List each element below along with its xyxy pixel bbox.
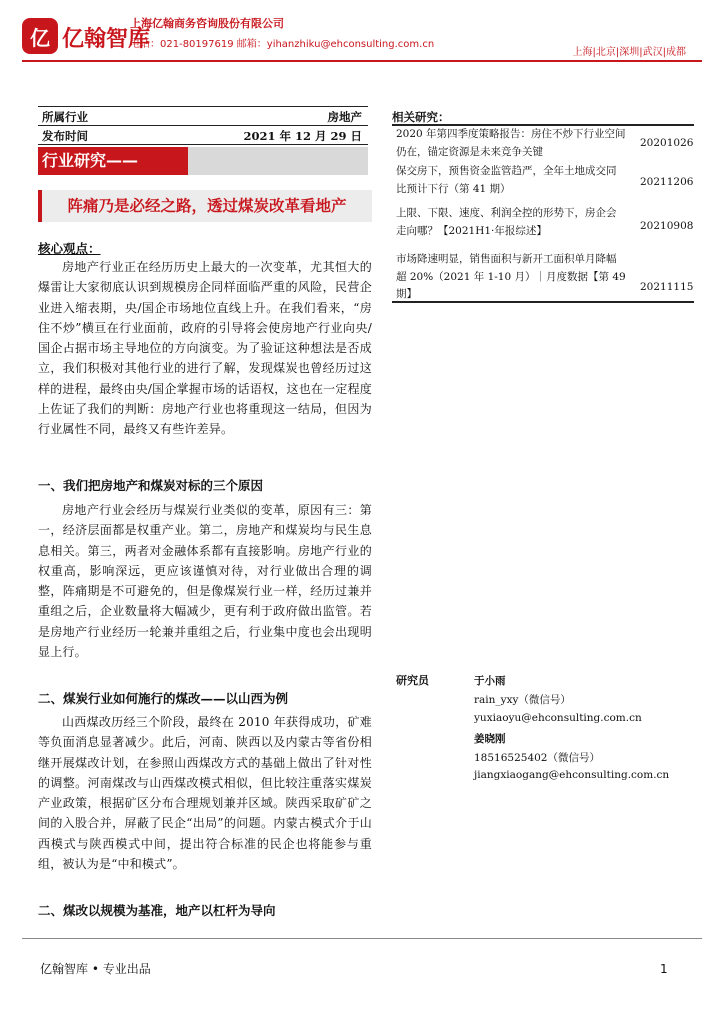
analyst-1-name: 于小雨: [474, 675, 506, 687]
logo-wordmark: 亿翰智库: [62, 27, 151, 52]
analyst-2-email[interactable]: jiangxiaogang@ehconsulting.com.cn: [474, 769, 670, 781]
header-divider: [22, 60, 702, 62]
analyst-1-email[interactable]: yuxiaoyu@ehconsulting.com.cn: [474, 712, 642, 724]
related-item-4-date: 20211115: [640, 281, 694, 293]
section-label-bar: [188, 147, 368, 175]
related-item-2-date: 20211206: [640, 176, 694, 188]
analyst-1-wechat: rain_yxy（微信号）: [474, 694, 571, 706]
industry-value: 房地产: [327, 110, 362, 124]
footer-brand: 亿翰智库 • 专业出品: [40, 962, 151, 976]
paragraph-3-text: 山西煤改历经三个阶段，最终在 2010 年获得成功，矿难等负面消息显著减少。此后，河南、陕西以及内蒙古等省份相继开展煤改计划，在参照山西煤改方式的基础上做出了针对性的调整。河南煤改与山西煤改模式相似，但比较注重落实煤炭产业政策，根据矿区分布合理规划兼并区域。陕西采取矿矿之间的入股合并，屏蔽了民企“出局”的问题。内蒙古模式介于山西模式与陕西模式中间，提出符合标准的民企也将能参与重组，被认为是“中和模式”。: [38, 715, 372, 872]
section-heading-1: 一、我们把房地产和煤炭对标的三个原因: [38, 478, 264, 493]
paragraph-2: [38, 500, 372, 662]
section-heading-3: 二、煤改以规模为基准，地产以杠杆为导向: [38, 903, 276, 918]
paragraph-3: [38, 712, 372, 874]
page-number: 1: [660, 962, 668, 976]
analyst-2-name: 姜晓刚: [474, 733, 506, 745]
company-name: 上海亿翰商务咨询股份有限公司: [130, 17, 284, 30]
related-research-heading: 相关研究：: [392, 110, 450, 124]
related-item-1-title[interactable]: 2020 年第四季度策略报告：房住不炒下行业空间仍在，锚定资源是未来竞争关键: [396, 128, 626, 158]
key-views-heading: 核心观点：: [38, 241, 101, 256]
logo-glyph: 亿: [30, 25, 50, 50]
related-item-2-title[interactable]: 保交房下，预售资金监管趋严，全年土地成交同比预计下行（第 41 期）: [396, 165, 617, 195]
related-item-3-date: 20210908: [640, 220, 694, 232]
paragraph-1-text: 房地产行业正在经历历史上最大的一次变革，尤其恒大的爆雷让大家彻底认识到规模房企同样面临严重的风险，民营企业进入缩表期，央/国企市场地位直线上升。在我们看来，“房住不炒”横亘在行业面前，政府的引导将会使房地产行业向央/国企占据市场主导地位的方向演变。为了验证这种想法是否成立，我们积极对其他行业的进行了解，发现煤炭也曾经历过这样的进程，最终由央/国企掌握市场的话语权，这也在一定程度上佐证了我们的判断：房地产行业也将重现这一结局，但因为行业属性不同，最终又有些许差异。: [38, 260, 372, 437]
company-logo: [22, 18, 58, 54]
section-label: 行业研究——: [38, 147, 192, 175]
office-cities: 上海|北京|深圳|武汉|成都: [572, 47, 686, 58]
analyst-2-wechat: 18516525402（微信号）: [474, 752, 600, 764]
industry-label: 所属行业: [42, 110, 88, 124]
date-label: 发布时间: [42, 129, 88, 143]
related-item-4-title[interactable]: 市场降速明显，销售面积与新开工面积单月降幅超 20%（2021 年 1-10 月）｜月度数据【第 49 期】: [396, 253, 626, 300]
meta-date-row: [38, 126, 368, 145]
paragraph-2-text: 房地产行业会经历与煤炭行业类似的变革，原因有三：第一，经济层面都是权重产业。第二，房地产和煤炭均与民生息息相关。第三，两者对金融体系都有直接影响。房地产行业的权重高，影响深远，更应该谨慎对待，对行业做出合理的调整，阵痛期是不可避免的，但是像煤炭行业一样，经历过兼并重组之后，企业数量将大幅减少，更有利于政府做出监管。若是房地产行业经历一轮兼并重组之后，行业集中度也会出现明显上行。: [38, 503, 372, 660]
date-value: 2021 年 12 月 29 日: [243, 129, 362, 143]
company-contact: 电话：021-80197619 邮箱：yihanzhiku@ehconsulting.com.cn: [130, 39, 435, 50]
report-title: 阵痛乃是必经之路，透过煤炭改革看地产: [38, 190, 372, 222]
related-item-3-title[interactable]: 上限、下限、速度、利润全控的形势下，房企会走向哪？【2021H1·年报综述】: [396, 207, 617, 237]
analyst-label: 研究员: [396, 674, 429, 687]
meta-industry-row: [38, 106, 368, 126]
footer-divider: [22, 938, 702, 939]
related-divider-bottom: [392, 301, 694, 303]
paragraph-1: [38, 257, 372, 440]
section-heading-2: 二、煤炭行业如何施行的煤改——以山西为例: [38, 691, 289, 706]
related-item-1-date: 20201026: [640, 137, 694, 149]
